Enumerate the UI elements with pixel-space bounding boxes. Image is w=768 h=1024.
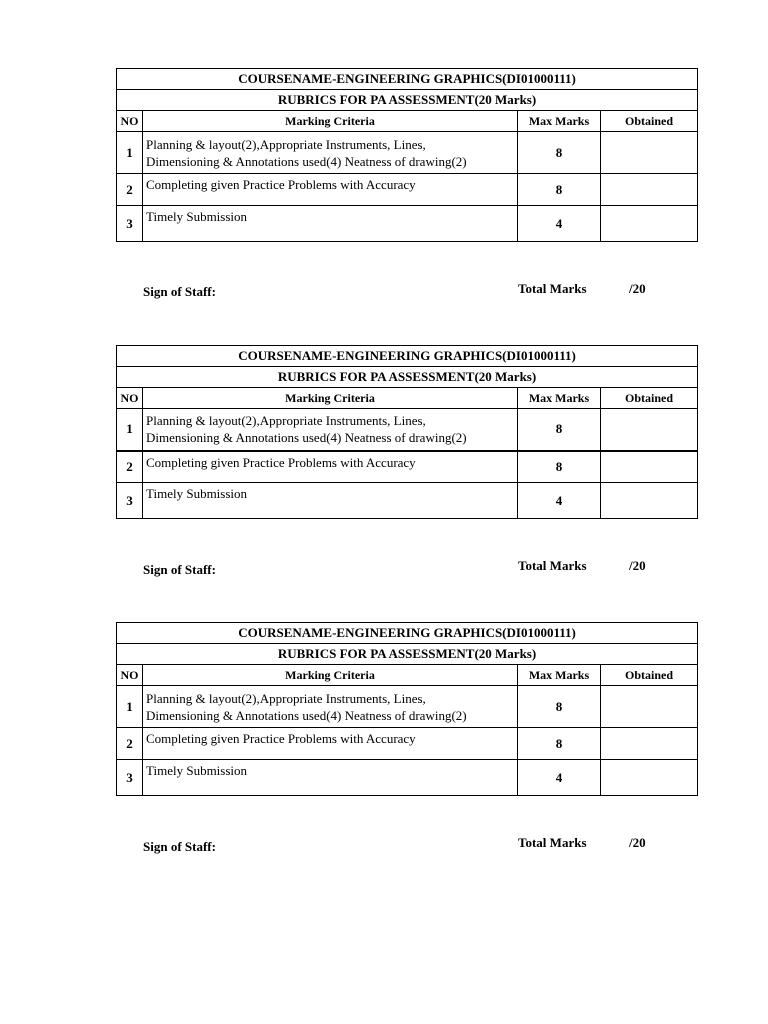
criteria-text: Completing given Practice Problems with Accuracy <box>143 728 518 760</box>
max-marks: 8 <box>518 728 601 760</box>
header-obtained: Obtained <box>601 111 698 132</box>
table-row <box>117 409 698 451</box>
obtained-field[interactable] <box>601 451 698 483</box>
table-row <box>117 760 698 796</box>
table-row <box>117 174 698 206</box>
criteria-line: Dimensioning & Annotations used(4) Neatness of drawing(2) <box>146 707 467 723</box>
criteria-text: Completing given Practice Problems with Accuracy <box>143 451 518 483</box>
criteria-line: Planning & layout(2),Appropriate Instruments, Lines, <box>146 136 426 152</box>
obtained-field[interactable] <box>601 760 698 796</box>
table-row <box>117 686 698 728</box>
sign-of-staff-label: Sign of Staff: <box>143 284 216 299</box>
max-marks: 4 <box>518 483 601 519</box>
rubric-form-3 <box>116 622 697 796</box>
header-max-marks: Max Marks <box>518 388 601 409</box>
table-row <box>117 132 698 174</box>
rubric-form-1 <box>116 68 697 242</box>
obtained-field[interactable] <box>601 174 698 206</box>
max-marks: 8 <box>518 409 601 451</box>
criteria-line: Dimensioning & Annotations used(4) Neatness of drawing(2) <box>146 153 467 169</box>
max-marks: 8 <box>518 174 601 206</box>
obtained-field[interactable] <box>601 483 698 519</box>
row-number: 2 <box>117 728 143 760</box>
row-number: 1 <box>117 409 143 451</box>
obtained-field[interactable] <box>601 728 698 760</box>
rubric-table <box>116 622 698 796</box>
course-title: COURSENAME-ENGINEERING GRAPHICS(DI01000111) <box>117 623 698 644</box>
rubric-table <box>116 345 698 519</box>
rubric-title: RUBRICS FOR PA ASSESSMENT(20 Marks) <box>117 90 698 111</box>
rubric-form-2 <box>116 345 697 519</box>
table-row <box>117 206 698 242</box>
criteria-line: Planning & layout(2),Appropriate Instruments, Lines, <box>146 690 426 706</box>
total-marks-label: Total Marks <box>518 281 587 296</box>
table-row <box>117 728 698 760</box>
table-row <box>117 451 698 483</box>
criteria-line: Planning & layout(2),Appropriate Instruments, Lines, <box>146 413 426 429</box>
criteria-line: Dimensioning & Annotations used(4) Neatness of drawing(2) <box>146 430 467 446</box>
row-number: 2 <box>117 451 143 483</box>
obtained-field[interactable] <box>601 206 698 242</box>
total-marks-value: /20 <box>629 281 646 296</box>
criteria-text: Completing given Practice Problems with Accuracy <box>143 174 518 206</box>
max-marks: 4 <box>518 760 601 796</box>
obtained-field[interactable] <box>601 409 698 451</box>
rubric-title: RUBRICS FOR PA ASSESSMENT(20 Marks) <box>117 367 698 388</box>
max-marks: 8 <box>518 132 601 174</box>
header-no: NO <box>117 388 143 409</box>
header-max-marks: Max Marks <box>518 665 601 686</box>
obtained-field[interactable] <box>601 686 698 728</box>
total-marks-value: /20 <box>629 835 646 850</box>
criteria-text: Timely Submission <box>143 483 518 519</box>
header-criteria: Marking Criteria <box>143 388 518 409</box>
rubric-title: RUBRICS FOR PA ASSESSMENT(20 Marks) <box>117 644 698 665</box>
sign-of-staff-label: Sign of Staff: <box>143 562 216 577</box>
max-marks: 8 <box>518 686 601 728</box>
sign-of-staff-label: Sign of Staff: <box>143 839 216 854</box>
header-no: NO <box>117 111 143 132</box>
criteria-text: Timely Submission <box>143 206 518 242</box>
obtained-field[interactable] <box>601 132 698 174</box>
row-number: 2 <box>117 174 143 206</box>
header-max-marks: Max Marks <box>518 111 601 132</box>
course-title: COURSENAME-ENGINEERING GRAPHICS(DI01000111) <box>117 69 698 90</box>
row-number: 3 <box>117 206 143 242</box>
course-title: COURSENAME-ENGINEERING GRAPHICS(DI01000111) <box>117 346 698 367</box>
header-criteria: Marking Criteria <box>143 665 518 686</box>
header-no: NO <box>117 665 143 686</box>
criteria-text: Timely Submission <box>143 760 518 796</box>
max-marks: 8 <box>518 451 601 483</box>
rubric-table <box>116 68 698 242</box>
row-number: 3 <box>117 760 143 796</box>
row-number: 1 <box>117 686 143 728</box>
total-marks-label: Total Marks <box>518 835 587 850</box>
table-row <box>117 483 698 519</box>
header-obtained: Obtained <box>601 665 698 686</box>
header-obtained: Obtained <box>601 388 698 409</box>
max-marks: 4 <box>518 206 601 242</box>
header-criteria: Marking Criteria <box>143 111 518 132</box>
total-marks-label: Total Marks <box>518 558 587 573</box>
row-number: 3 <box>117 483 143 519</box>
total-marks-value: /20 <box>629 558 646 573</box>
row-number: 1 <box>117 132 143 174</box>
